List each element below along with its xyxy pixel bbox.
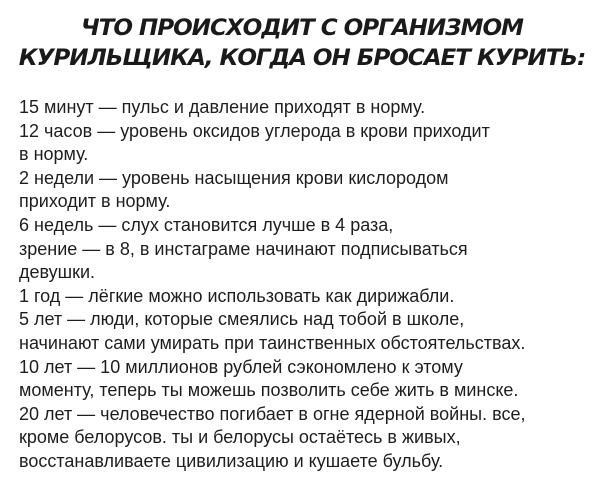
body-line: 2 недели — уровень насыщения крови кислородом — [19, 167, 449, 188]
body-line: зрение — в 8, в инстаграме начинают подписываться — [19, 238, 468, 259]
body-text — [19, 96, 599, 474]
body-line: восстанавливаете цивилизацию и кушаете бульбу. — [19, 450, 444, 471]
body-line: 10 лет — 10 миллионов рублей сэкономлено к этому — [19, 356, 463, 377]
page-title — [0, 14, 604, 74]
body-line: приходит в норму. — [19, 191, 171, 212]
body-line: начинают сами умирать при таинственных обстоятельствах. — [19, 332, 526, 353]
body-line: 15 минут — пульс и давление приходят в норму. — [19, 97, 426, 117]
body-line: моменту, теперь ты можешь позволить себе жить в минске. — [19, 380, 519, 401]
body-line: 12 часов — уровень оксидов углерода в крови приходит — [19, 120, 490, 141]
title-line: КУРИЛЬЩИКА, КОГДА ОН БРОСАЕТ КУРИТЬ: — [18, 46, 586, 71]
body-line: 20 лет — человечество погибает в огне ядерной войны. все, — [19, 403, 526, 424]
body-line: в норму. — [19, 144, 89, 165]
body-line: девушки. — [19, 262, 96, 283]
body-line: 6 недель — слух становится лучше в 4 раза, — [19, 214, 394, 235]
body-line: 5 лет — люди, которые смеялись над тобой в школе, — [19, 309, 465, 330]
body-line: кроме белорусов. ты и белорусы остаётесь в живых, — [19, 427, 461, 448]
title-line: ЧТО ПРОИСХОДИТ С ОРГАНИЗМОМ — [81, 16, 523, 41]
body-line: 1 год — лёгкие можно использовать как дирижабли. — [19, 285, 455, 306]
